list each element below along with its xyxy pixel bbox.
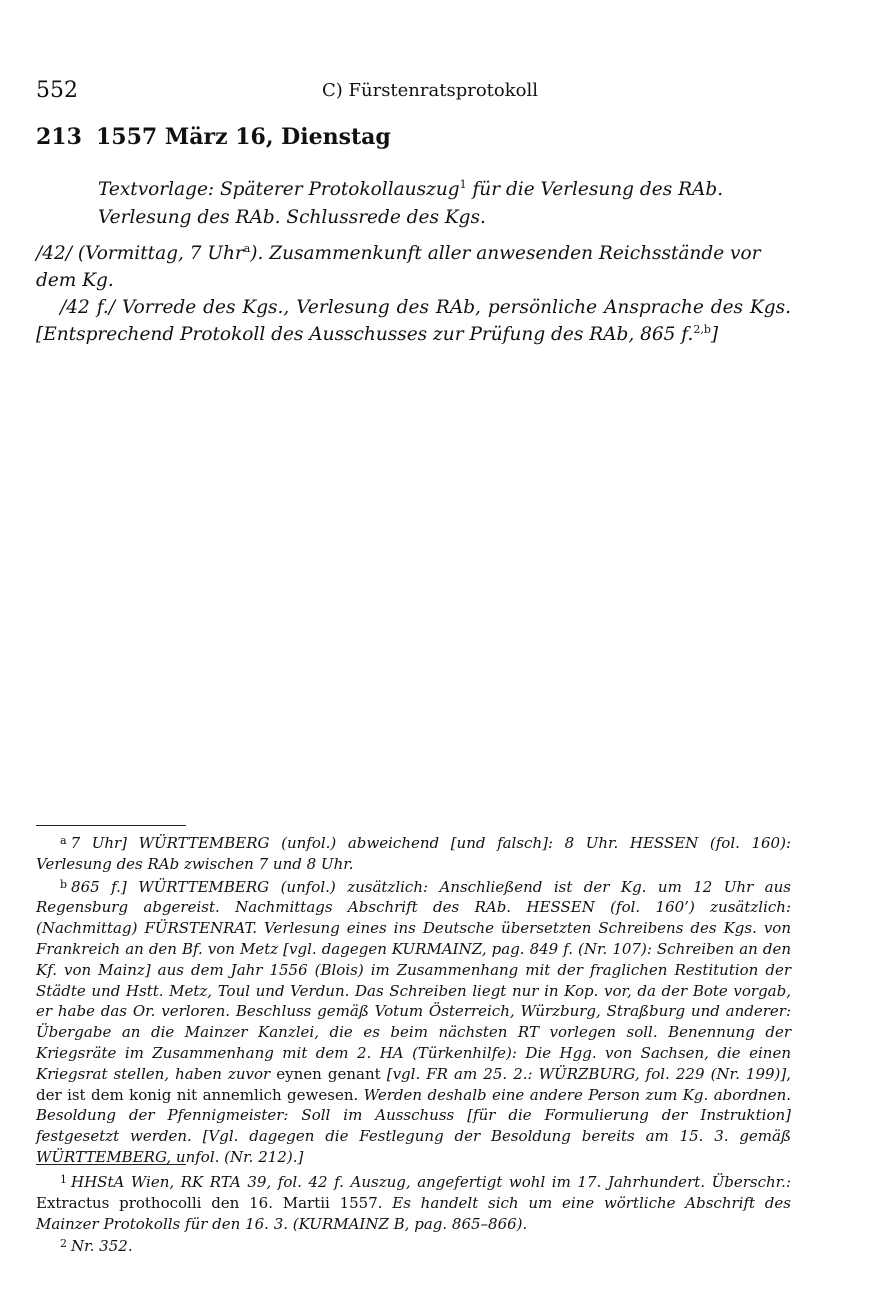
running-head: C) Fürstenratsprotokoll — [321, 80, 539, 101]
protocol-text — [36, 240, 791, 348]
note-mark: b — [60, 877, 68, 891]
footnote-ref-1[interactable]: 1 — [459, 177, 467, 191]
note-text: 7 Uhr] WÜRTTEMBERG (unfol.) abweichend [und falsch]: 8 Uhr. HESSEN (fol. 160): Verlesung des RAb zwischen 7 und 8 Uhr. — [36, 834, 791, 873]
note-text: HHStA Wien, RK RTA 39, fol. 42 f. Auszug, angefertigt wohl im 17. Jahrhundert. Überschr.: — [71, 1173, 791, 1191]
textual-notes-rule — [36, 825, 186, 826]
footnote-1 — [36, 1170, 791, 1234]
note-quote: , der ist dem konig nit annemlich gewesen. — [36, 1064, 792, 1104]
footnotes-rule — [36, 1164, 186, 1165]
textual-notes — [36, 831, 791, 1168]
paragraph-text: ] — [710, 324, 719, 345]
entry-heading — [36, 124, 391, 150]
note-ref-a[interactable]: a — [243, 241, 251, 255]
note-mark: 2 — [60, 1237, 67, 1251]
page-number: 552 — [36, 78, 78, 103]
footnotes — [36, 1170, 791, 1257]
source-text: für die Verlesung des RAb. — [466, 179, 724, 200]
textual-note-a — [36, 831, 791, 875]
source-line-2: Verlesung des RAb. Schlussrede des Kgs. — [98, 207, 486, 228]
note-mark: a — [60, 834, 67, 847]
entry-number: 213 — [36, 124, 82, 150]
note-ref-2b[interactable]: 2,b — [693, 322, 711, 336]
note-quote: eynen genant — [270, 1064, 387, 1083]
source-note — [98, 176, 818, 232]
paragraph-text: /42/ (Vormittag, 7 Uhr — [36, 243, 244, 264]
note-mark: 1 — [60, 1173, 67, 1186]
source-text: Textvorlage: Späterer Protokollauszug — [98, 179, 460, 200]
note-text: 865 f.] WÜRTTEMBERG (unfol.) zusätzlich: Anschließend ist der Kg. um 12 Uhr aus Regensburg abgereist. Nachmittags Abschrift des RAb. HESSEN (fol. 160’) zusätzlich: (Nachmittag) FÜRSTENRAT. Verlesung eines ins Deutsche übersetzten Schreibens des Kgs. von Frankreich an den Bf. von Metz [vgl. dagegen KURMAINZ, pag. 849 f. (Nr. 107): Schreiben an den Kf. von Mainz] aus dem Jahr 1556 (Blois) im Zusammenhang mit der fraglichen Restitution der Städte und Hstt. Metz, Toul und Verdun. Das Schreiben liegt nur in Kop. vor, da der Bote vorgab, er habe das Or. verloren. Beschluss gemäß Votum Österreich, Würzburg, Straßburg und anderer: Übergabe an die Mainzer Kanzlei, die es beim nächsten RT vorlegen soll. Benennung der Kriegsräte im Zusammenhang mit dem 2. HA (Türkenhilfe): Die Hgg. von Sachsen, die einen Kriegsrat stellen, haben zuvor — [36, 877, 791, 1083]
footnote-2 — [36, 1234, 791, 1257]
note-text: [vgl. FR am 25. 2.: WÜRZBURG, fol. 229 (Nr. 199)] — [386, 1064, 787, 1083]
textual-note-b — [36, 875, 791, 1168]
entry-date: 1557 März 16, Dienstag — [96, 124, 391, 150]
note-text: Es handelt sich um eine wörtliche Abschrift des Mainzer Protokolls für den 16. 3. (KURMAINZ B, pag. 865–866). — [36, 1193, 791, 1233]
note-text: Nr. 352. — [71, 1237, 133, 1256]
paragraph-text: ). Zusammenkunft aller anwesenden Reichsstände vor dem Kg. — [36, 243, 761, 291]
protocol-paragraph-2 — [36, 294, 791, 348]
source-line-1 — [98, 176, 818, 204]
paragraph-text: /42 f./ Vorrede des Kgs., Verlesung des RAb, persönliche Ansprache des Kgs. [Entsprechend Protokoll des Ausschusses zur Prüfung des RAb, 865 f. — [36, 297, 791, 345]
note-text: Werden deshalb eine andere Person zum Kg. abordnen. Besoldung der Pfennigmeister: Soll im Ausschuss [für die Formulierung der Instruktion] festgesetzt werden. [Vgl. dagegen die Festlegung der Besoldung bereits am 15. 3. gemäß WÜRTTEMBERG, unfol. (Nr. 212).] — [36, 1085, 792, 1166]
protocol-paragraph-1 — [36, 240, 791, 294]
note-quote: Extractus prothocolli den 16. Martii 1557. — [36, 1193, 383, 1212]
